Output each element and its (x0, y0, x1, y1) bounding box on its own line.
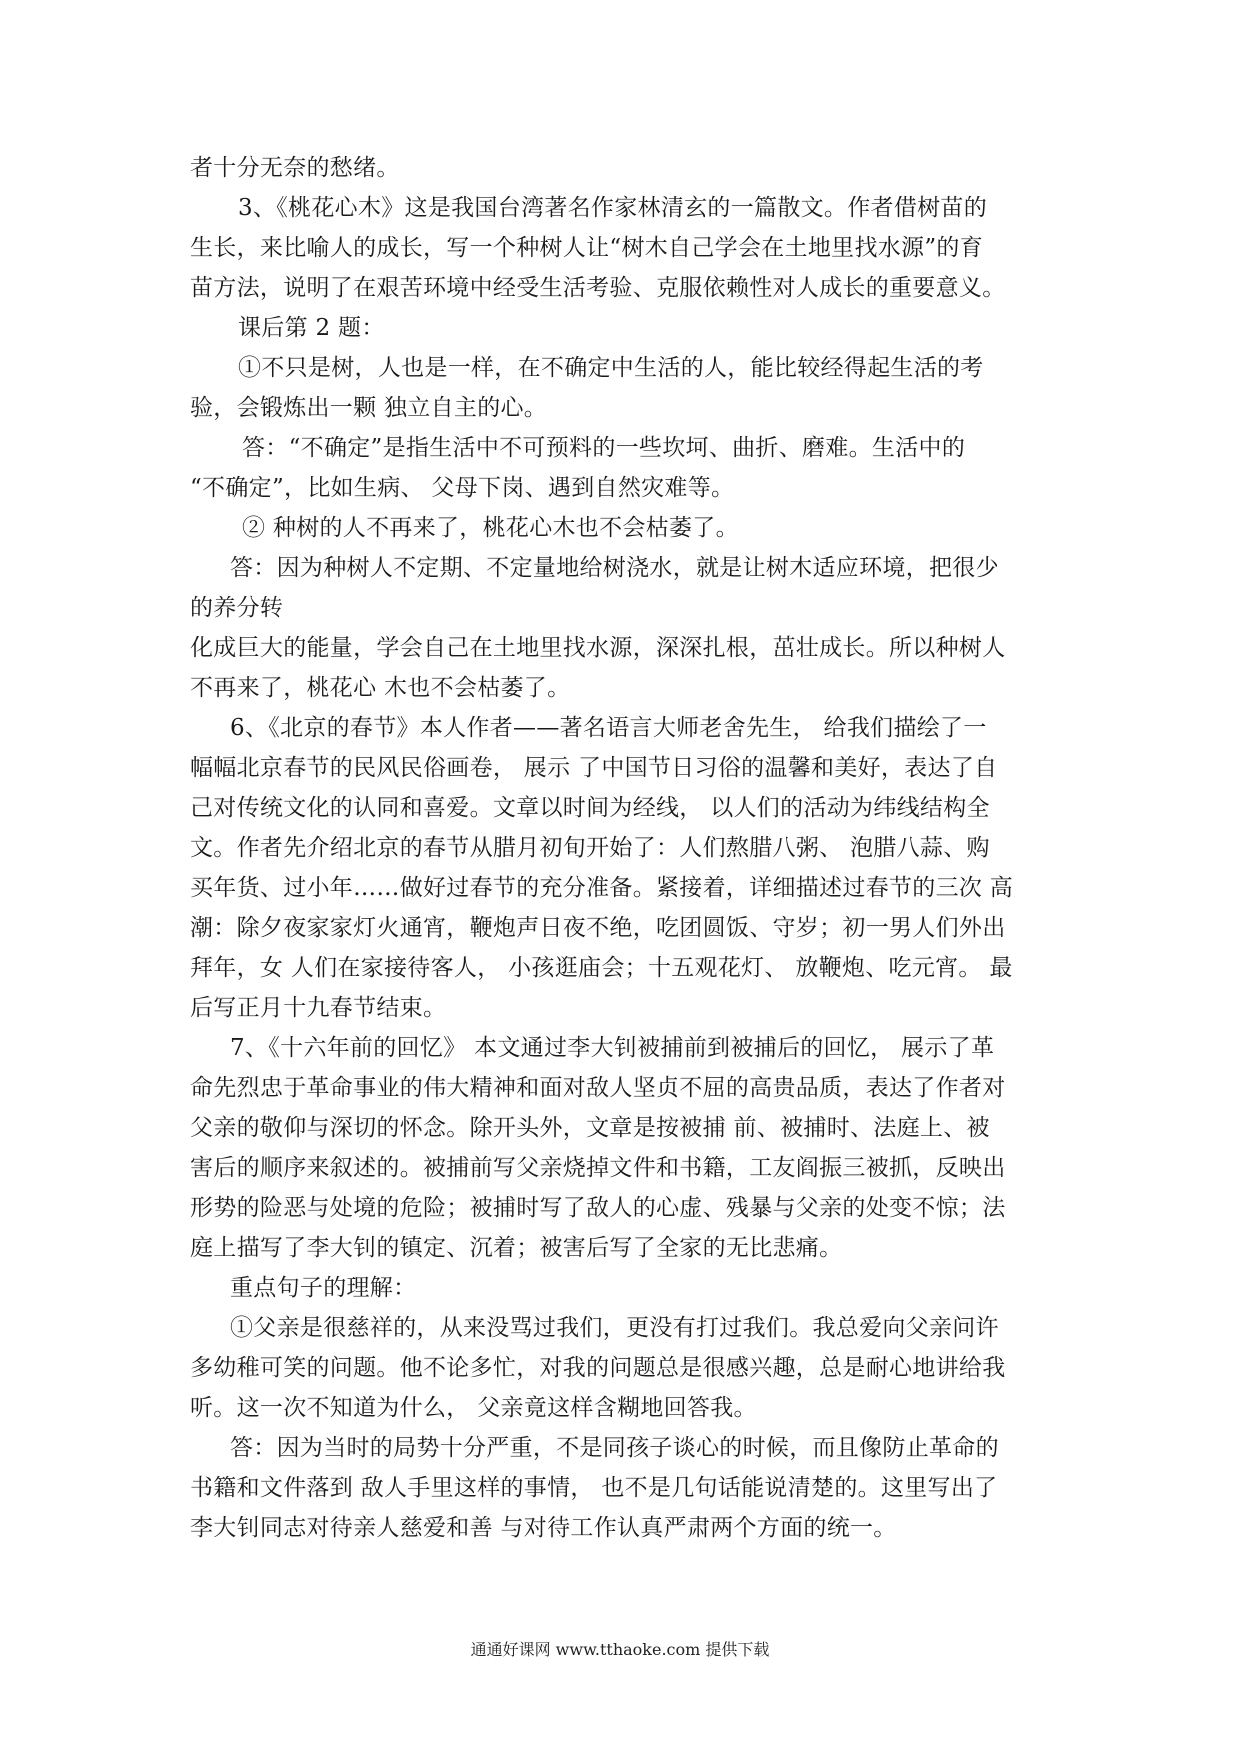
text-line: 听。这一次不知道为什么， 父亲竟这样含糊地回答我。 (190, 1395, 757, 1421)
text-line: 化成巨大的能量，学会自己在土地里找水源，深深扎根，茁壮成长。所以种树人 (190, 635, 1006, 661)
text-line: 验，会锻炼出一颗 独立自主的心。 (190, 395, 548, 421)
text-line: “不确定”，比如生病、 父母下岗、遇到自然灾难等。 (190, 475, 735, 501)
text-line: 书籍和文件落到 敌人手里这样的事情， 也不是几句话能说清楚的。这里写出了 (190, 1475, 998, 1501)
text-line: 潮：除夕夜家家灯火通宵，鞭炮声日夜不绝，吃团圆饭、守岁；初一男人们外出 (190, 915, 1006, 941)
text-line: 3、《桃花心木》这是我国台湾著名作家林清玄的一篇散文。作者借树苗的 (238, 195, 988, 221)
text-line: 父亲的敬仰与深切的怀念。除开头外，文章是按被捕 前、被捕时、法庭上、被 (190, 1115, 990, 1141)
text-line: 生长，来比喻人的成长，写一个种树人让“树木自己学会在土地里找水源”的育 (190, 235, 984, 261)
text-line: 重点句子的理解： (230, 1275, 417, 1301)
text-line: ② 种树的人不再来了，桃花心木也不会枯萎了。 (242, 515, 739, 541)
text-line: 李大钊同志对待亲人慈爱和善 与对待工作认真严肃两个方面的统一。 (190, 1515, 897, 1541)
text-line: 拜年，女 人们在家接待客人， 小孩逛庙会；十五观花灯、 放鞭炮、吃元宵。 最 (190, 955, 1013, 981)
page-footer: 通通好课网 www.tthaoke.com 提供下载 (470, 1640, 770, 1659)
text-line: 的养分转 (190, 595, 284, 621)
text-line: 幅幅北京春节的民风民俗画卷， 展示 了中国节日习俗的温馨和美好，表达了自 (190, 755, 998, 781)
text-line: 课后第 2 题： (238, 315, 385, 341)
text-line: 6、《北京的春节》本人作者——著名语言大师老舍先生， 给我们描绘了一 (230, 715, 987, 741)
text-line: ①不只是树，人也是一样，在不确定中生活的人，能比较经得起生活的考 (238, 355, 984, 381)
text-line: 己对传统文化的认同和喜爱。文章以时间为经线， 以人们的活动为纬线结构全 (190, 795, 990, 821)
text-line: 答：因为种树人不定期、不定量地给树浇水，就是让树木适应环境，把很少 (230, 555, 999, 581)
text-line: 者十分无奈的愁绪。 (190, 155, 400, 181)
text-line: 形势的险恶与处境的危险；被捕时写了敌人的心虚、残暴与父亲的处变不惊；法 (190, 1195, 1006, 1221)
text-line: 答：因为当时的局势十分严重，不是同孩子谈心的时候，而且像防止革命的 (230, 1435, 999, 1461)
text-line: 庭上描写了李大钊的镇定、沉着；被害后写了全家的无比悲痛。 (190, 1235, 843, 1261)
text-line: 后写正月十九春节结束。 (190, 995, 447, 1021)
text-line: 命先烈忠于革命事业的伟大精神和面对敌人坚贞不屈的高贵品质，表达了作者对 (190, 1075, 1006, 1101)
text-line: 买年货、过小年……做好过春节的充分准备。紧接着，详细描述过春节的三次 高 (190, 875, 1014, 901)
text-line: 文。作者先介绍北京的春节从腊月初旬开始了：人们熬腊八粥、 泡腊八蒜、购 (190, 835, 990, 861)
text-line: 多幼稚可笑的问题。他不论多忙，对我的问题总是很感兴趣，总是耐心地讲给我 (190, 1355, 1006, 1381)
text-line: 不再来了，桃花心 木也不会枯萎了。 (190, 675, 571, 701)
text-line: 害后的顺序来叙述的。被捕前写父亲烧掉文件和书籍，工友阎振三被抓，反映出 (190, 1155, 1006, 1181)
text-line: 7、《十六年前的回忆》 本文通过李大钊被捕前到被捕后的回忆， 展示了革 (230, 1035, 995, 1061)
document-body (190, 148, 1050, 1548)
text-line: 苗方法，说明了在艰苦环境中经受生活考验、克服依赖性对人成长的重要意义。 (190, 275, 1006, 301)
text-line: ①父亲是很慈祥的，从来没骂过我们，更没有打过我们。我总爱向父亲问许 (230, 1315, 999, 1341)
text-line: 答：“不确定”是指生活中不可预料的一些坎坷、曲折、磨难。生活中的 (242, 435, 966, 461)
